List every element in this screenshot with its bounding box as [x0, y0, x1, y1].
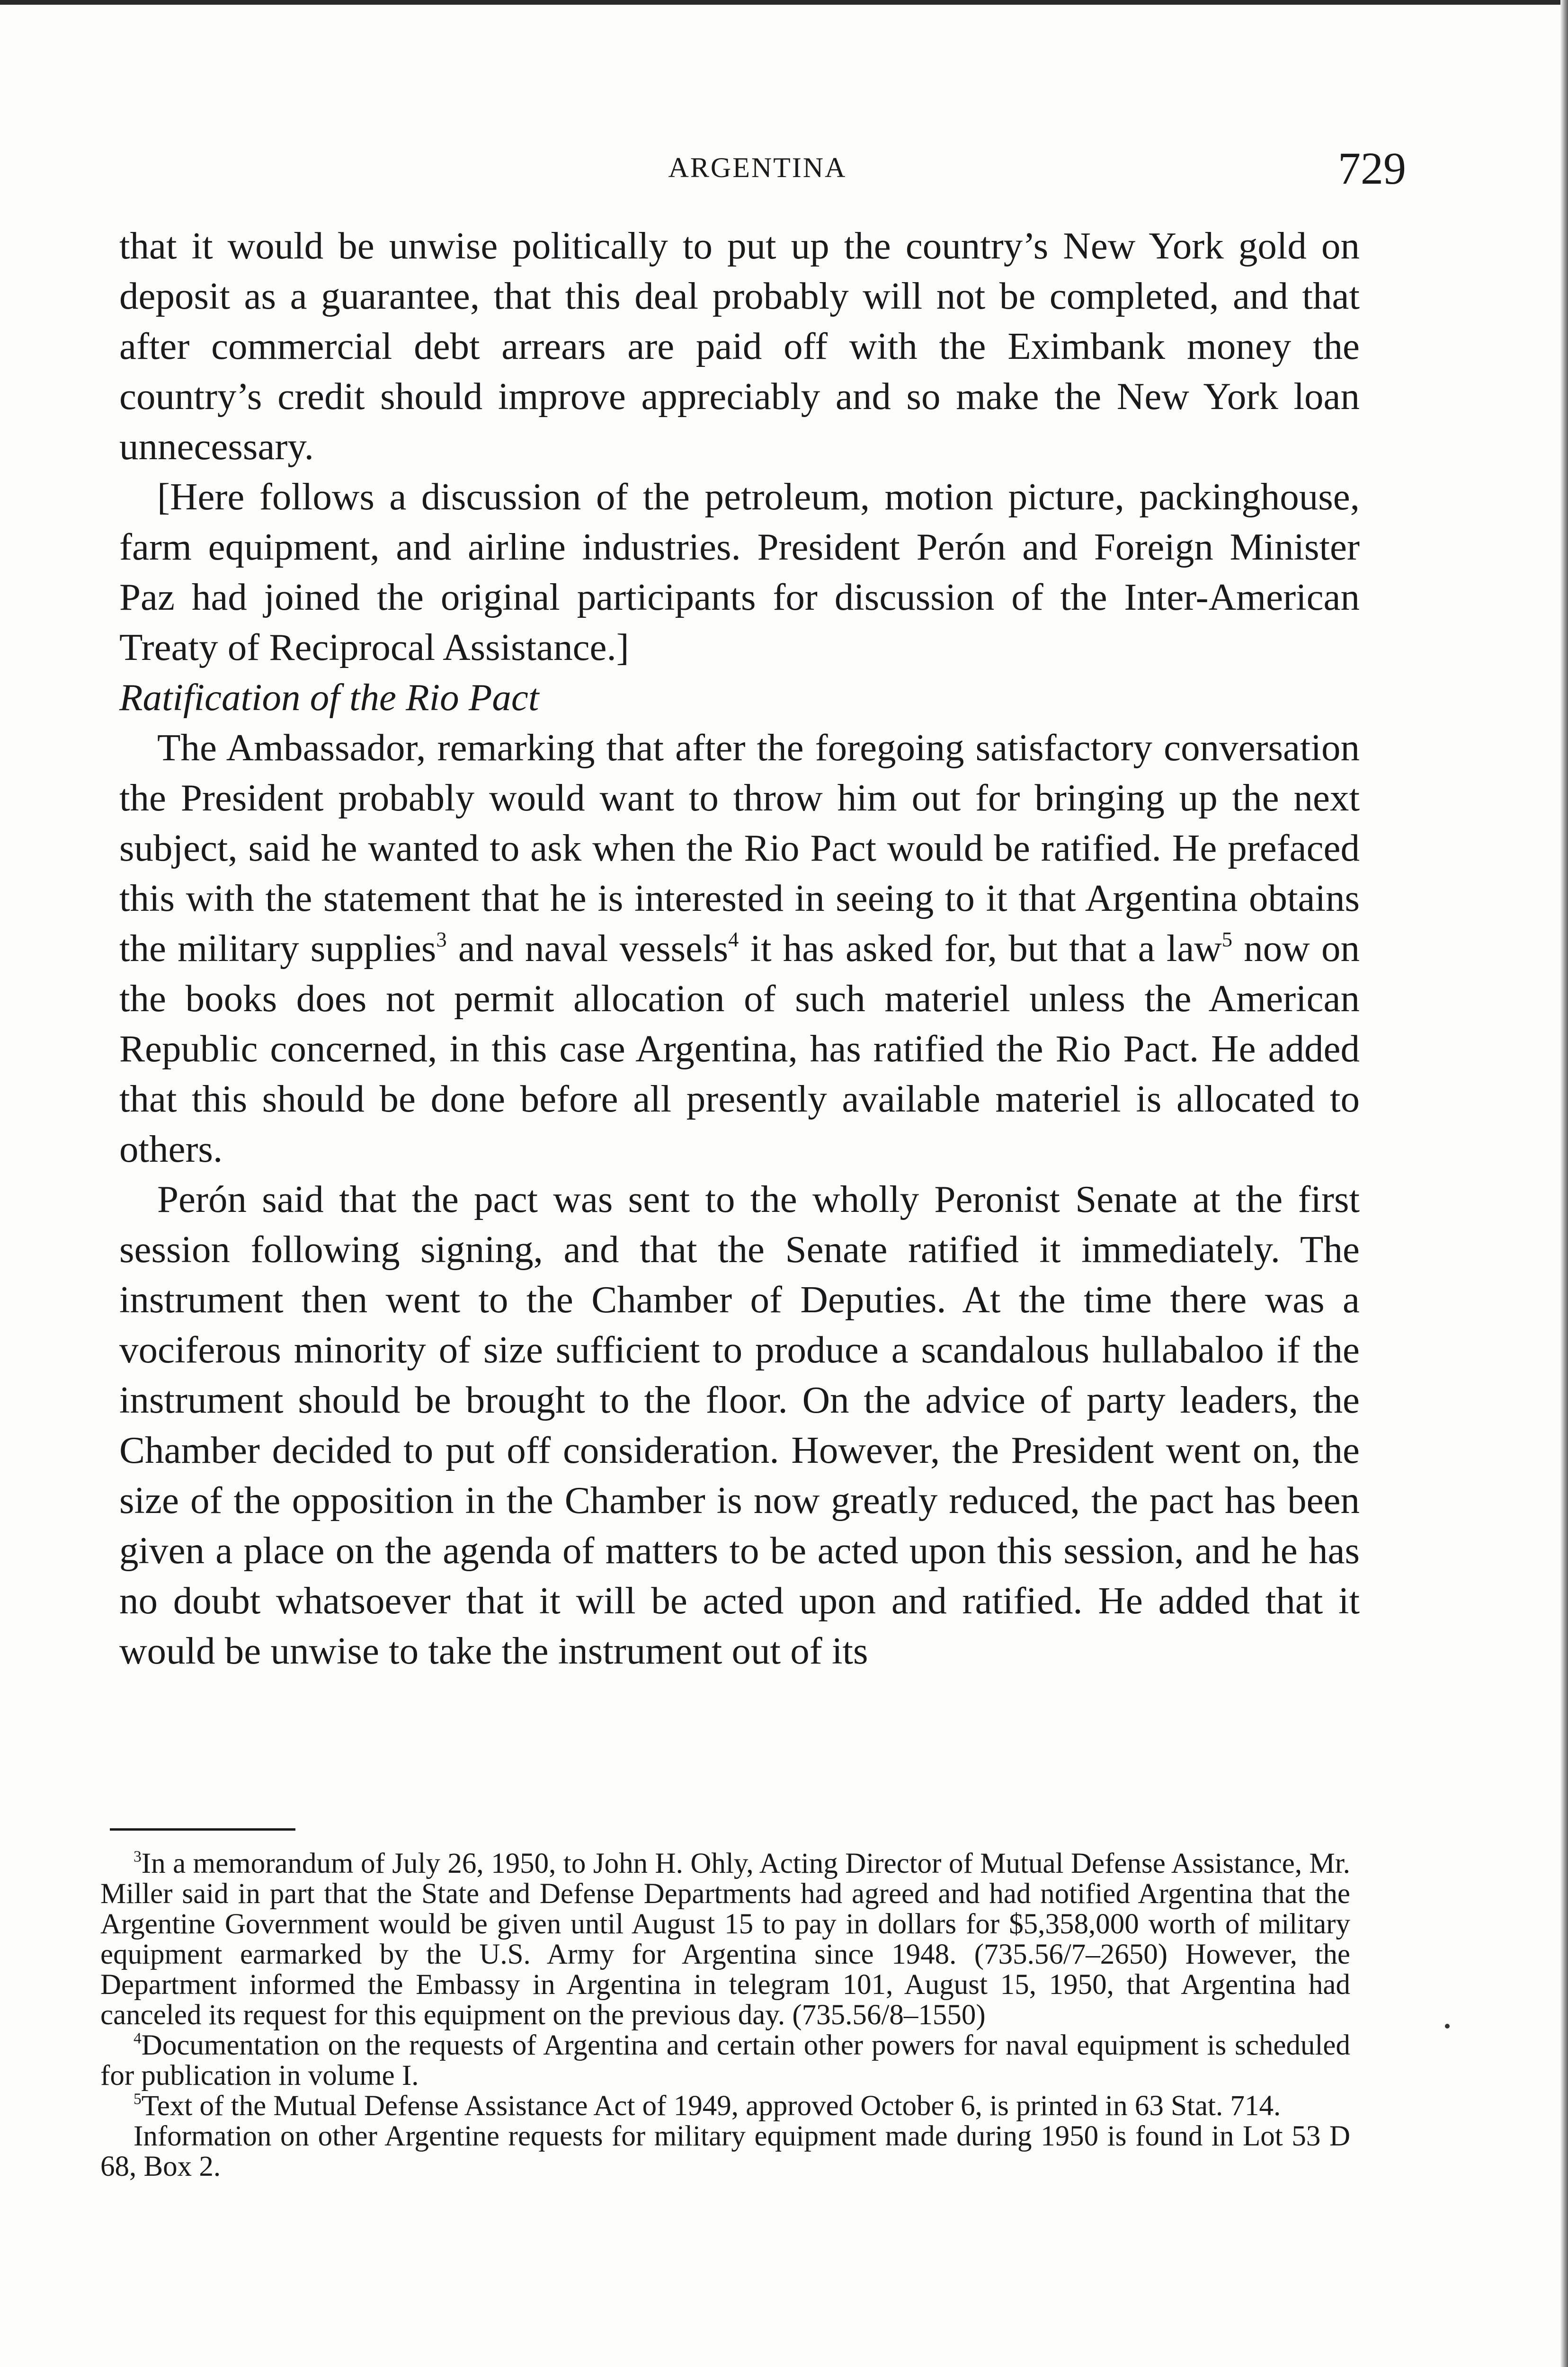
- margin-dot: [1445, 2024, 1450, 2029]
- footnote-5-text: Text of the Mutual Defense Assistance Act of 1949, approved October 6, is printed in 63 Stat. 714.: [141, 2090, 1281, 2122]
- footnote-divider: [110, 1828, 295, 1831]
- paragraph-3-part-b: and naval vessels: [446, 927, 729, 970]
- page-number: 729: [1338, 143, 1406, 194]
- paragraph-2: [Here follows a discussion of the petroleum, motion picture, packinghouse, farm equipment, and airline industries. President Perón and Foreign Minister Paz had joined the original participants for discussion of the Inter-American Treaty of Reciprocal Assistance.]: [119, 475, 1360, 668]
- paragraph-3: [119, 722, 1360, 1174]
- footnote-marker-3: 3: [134, 1848, 142, 1866]
- footnote-5: [100, 2091, 1350, 2121]
- footnote-ref-3: 3: [436, 927, 447, 951]
- footnote-3: [100, 1849, 1350, 2030]
- footnote-3-text: In a memorandum of July 26, 1950, to John H. Ohly, Acting Director of Mutual Defense Assistance, Mr. Miller said in part that the State and Defense Departments had agreed and had notified Argentina that the Argentine Government would be given until August 15 to pay in dollars for $5,358,000 worth of military equipment earmarked by the U.S. Army for Argentina since 1948. (735.56/7–2650) However, the Department informed the Embassy in Argentina in telegram 101, August 15, 1950, that Argentina had canceled its request for this equipment on the previous day. (735.56/8–1550): [100, 1848, 1350, 2031]
- footnote-marker-4: 4: [134, 2029, 142, 2047]
- footnote-4: [100, 2030, 1350, 2091]
- body-text: [119, 221, 1360, 1676]
- paragraph-4: Perón said that the pact was sent to the wholly Peronist Senate at the first session following signing, and that the Senate ratified it immediately. The instrument then went to the Chamber of Deputies. At the time there was a vociferous minority of size sufficient to produce a scandalous hullabaloo if the instrument should be brought to the floor. On the advice of party leaders, the Chamber decided to put off consideration. However, the President went on, the size of the opposition in the Chamber is now greatly reduced, the pact has been given a place on the agenda of matters to be acted upon this session, and he has no doubt whatsoever that it will be acted upon and ratified. He added that it would be unwise to take the instrument out of its: [119, 1178, 1360, 1672]
- top-border: [0, 0, 1568, 5]
- paragraph-3-part-a: The Ambassador, remarking that after the foregoing satisfactory conversation the President probably would want to throw him out for bringing up the next subject, said he wanted to ask when the Rio Pact would be ratified. He prefaced this with the statement that he is interested in seeing to it that Argentina obtains the military supplies: [119, 726, 1360, 970]
- paragraph-3-part-c: it has asked for, but that a law: [739, 927, 1222, 970]
- footnote-ref-4: 4: [728, 927, 739, 951]
- running-head: ARGENTINA: [668, 152, 847, 183]
- page-edge-shadow: [1560, 0, 1568, 2367]
- footnote-4-text: Documentation on the requests of Argentina and certain other powers for naval equipment is scheduled for publication in volume I.: [100, 2029, 1350, 2091]
- footnote-marker-5: 5: [134, 2090, 142, 2108]
- section-heading: Ratification of the Rio Pact: [119, 676, 539, 719]
- footnote-note: Information on other Argentine requests for military equipment made during 1950 is found in Lot 53 D 68, Box 2.: [100, 2120, 1350, 2182]
- footnote-ref-5: 5: [1221, 927, 1233, 951]
- footnotes: [100, 1849, 1350, 2182]
- paragraph-3-part-d: now on the books does not permit allocation of such materiel unless the American Republic concerned, in this case Argentina, has ratified the Rio Pact. He added that this should be done before all presently available materiel is allocated to others.: [119, 927, 1360, 1170]
- paragraph-1: that it would be unwise politically to put up the country’s New York gold on deposit as a guarantee, that this deal probably will not be completed, and that after commercial debt arrears are paid off with the Eximbank money the country’s credit should improve appreciably and so make the New York loan unnecessary.: [119, 224, 1360, 468]
